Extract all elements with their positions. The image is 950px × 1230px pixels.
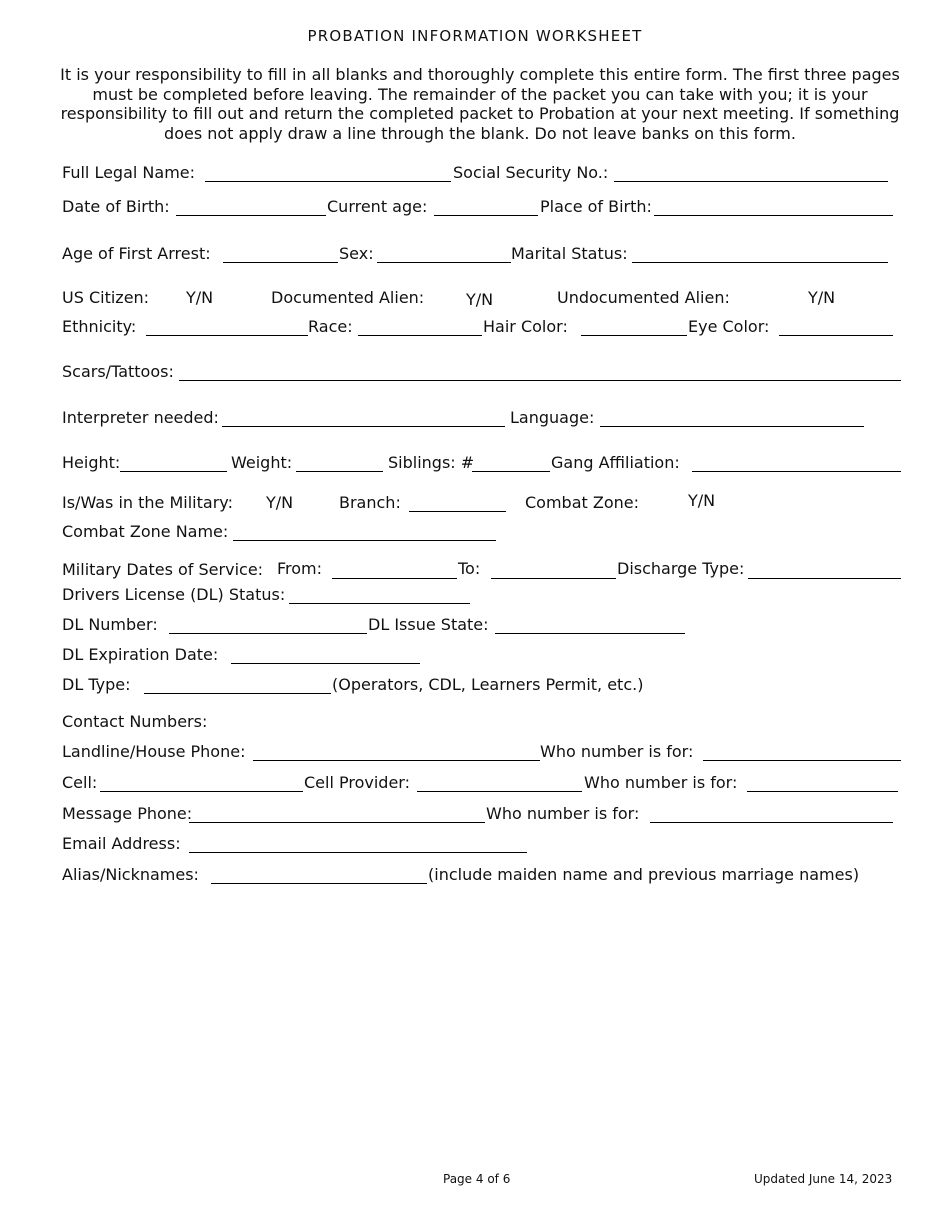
cell-provider-label: Cell Provider:	[304, 773, 410, 792]
to-field[interactable]	[491, 578, 616, 579]
cell-label: Cell:	[62, 773, 98, 792]
interpreter-needed-field[interactable]	[222, 426, 505, 427]
branch-label: Branch:	[339, 493, 401, 512]
military-yn[interactable]: Y/N	[266, 493, 294, 512]
hair-color-label: Hair Color:	[483, 317, 568, 336]
cell-field[interactable]	[100, 791, 303, 792]
us-citizen-label: US Citizen:	[62, 288, 150, 307]
age-first-arrest-field[interactable]	[223, 262, 338, 263]
combat-zone-name-field[interactable]	[233, 540, 496, 541]
weight-label: Weight:	[231, 453, 293, 472]
email-field[interactable]	[189, 852, 527, 853]
scars-tattoos-label: Scars/Tattoos:	[62, 362, 174, 381]
dl-number-label: DL Number:	[62, 615, 158, 634]
cell-who-label: Who number is for:	[584, 773, 738, 792]
ethnicity-field[interactable]	[146, 335, 308, 336]
landline-who-label: Who number is for:	[540, 742, 694, 761]
weight-field[interactable]	[296, 471, 383, 472]
message-phone-label: Message Phone:	[62, 804, 193, 823]
us-citizen-yn[interactable]: Y/N	[186, 288, 214, 307]
dob-field[interactable]	[176, 215, 326, 216]
dl-number-field[interactable]	[169, 633, 367, 634]
page-number: Page 4 of 6	[443, 1172, 511, 1186]
dl-type-label: DL Type:	[62, 675, 131, 694]
alias-field[interactable]	[211, 883, 427, 884]
gang-affiliation-field[interactable]	[692, 471, 901, 472]
ssn-label: Social Security No.:	[453, 163, 609, 182]
dl-issue-state-label: DL Issue State:	[368, 615, 489, 634]
dl-expiration-field[interactable]	[231, 663, 420, 664]
from-label: From:	[277, 559, 323, 578]
dl-status-field[interactable]	[289, 603, 470, 604]
documented-alien-yn[interactable]: Y/N	[466, 290, 494, 309]
ethnicity-label: Ethnicity:	[62, 317, 137, 336]
current-age-label: Current age:	[327, 197, 428, 216]
to-label: To:	[458, 559, 481, 578]
documented-alien-label: Documented Alien:	[271, 288, 425, 307]
message-phone-field[interactable]	[189, 822, 485, 823]
instructions	[60, 65, 900, 143]
dl-status-label: Drivers License (DL) Status:	[62, 585, 286, 604]
message-who-field[interactable]	[650, 822, 893, 823]
eye-color-field[interactable]	[779, 335, 893, 336]
language-label: Language:	[510, 408, 595, 427]
military-dates-label: Military Dates of Service:	[62, 560, 264, 579]
alias-label: Alias/Nicknames:	[62, 865, 199, 884]
dl-type-note: (Operators, CDL, Learners Permit, etc.)	[332, 675, 644, 694]
dl-issue-state-field[interactable]	[495, 633, 685, 634]
sex-label: Sex:	[339, 244, 374, 263]
ssn-field[interactable]	[614, 181, 888, 182]
hair-color-field[interactable]	[581, 335, 687, 336]
landline-who-field[interactable]	[703, 760, 901, 761]
undocumented-alien-yn[interactable]: Y/N	[808, 288, 836, 307]
email-label: Email Address:	[62, 834, 181, 853]
contact-numbers-heading: Contact Numbers:	[62, 712, 208, 731]
military-label: Is/Was in the Military:	[62, 493, 233, 512]
height-label: Height:	[62, 453, 121, 472]
combat-zone-yn[interactable]: Y/N	[688, 491, 716, 510]
full-legal-name-field[interactable]	[205, 181, 451, 182]
cell-provider-field[interactable]	[417, 791, 582, 792]
dl-expiration-label: DL Expiration Date:	[62, 645, 219, 664]
height-field[interactable]	[120, 471, 227, 472]
branch-field[interactable]	[409, 511, 506, 512]
marital-status-field[interactable]	[632, 262, 888, 263]
undocumented-alien-label: Undocumented Alien:	[557, 288, 730, 307]
sex-field[interactable]	[377, 262, 511, 263]
from-field[interactable]	[332, 578, 457, 579]
page-title: PROBATION INFORMATION WORKSHEET	[307, 27, 643, 45]
landline-label: Landline/House Phone:	[62, 742, 246, 761]
combat-zone-label: Combat Zone:	[525, 493, 639, 512]
race-label: Race:	[308, 317, 353, 336]
dl-type-field[interactable]	[144, 693, 331, 694]
cell-who-field[interactable]	[747, 791, 898, 792]
eye-color-label: Eye Color:	[688, 317, 770, 336]
place-of-birth-label: Place of Birth:	[540, 197, 652, 216]
siblings-field[interactable]	[472, 471, 550, 472]
interpreter-needed-label: Interpreter needed:	[62, 408, 219, 427]
marital-status-label: Marital Status:	[511, 244, 628, 263]
place-of-birth-field[interactable]	[654, 215, 893, 216]
full-legal-name-label: Full Legal Name:	[62, 163, 196, 182]
dob-label: Date of Birth:	[62, 197, 170, 216]
landline-field[interactable]	[253, 760, 540, 761]
scars-tattoos-field[interactable]	[179, 380, 901, 381]
gang-affiliation-label: Gang Affiliation:	[551, 453, 680, 472]
discharge-type-field[interactable]	[748, 578, 901, 579]
combat-zone-name-label: Combat Zone Name:	[62, 522, 229, 541]
age-first-arrest-label: Age of First Arrest:	[62, 244, 211, 263]
updated-date: Updated June 14, 2023	[754, 1172, 893, 1186]
race-field[interactable]	[358, 335, 482, 336]
message-who-label: Who number is for:	[486, 804, 640, 823]
language-field[interactable]	[600, 426, 864, 427]
alias-note: (include maiden name and previous marriage names)	[428, 865, 860, 884]
current-age-field[interactable]	[434, 215, 538, 216]
instructions-text: It is your responsibility to fill in all blanks and thoroughly complete this entire form. The first three pages must be completed before leaving. The remainder of the packet you can take with you; it is your responsibility to fill out and return the completed packet to Probation at your next meeting. If something does not apply draw a line through the blank. Do not leave banks on this form.	[60, 65, 900, 143]
siblings-label: Siblings: #	[388, 453, 475, 472]
discharge-type-label: Discharge Type:	[617, 559, 745, 578]
